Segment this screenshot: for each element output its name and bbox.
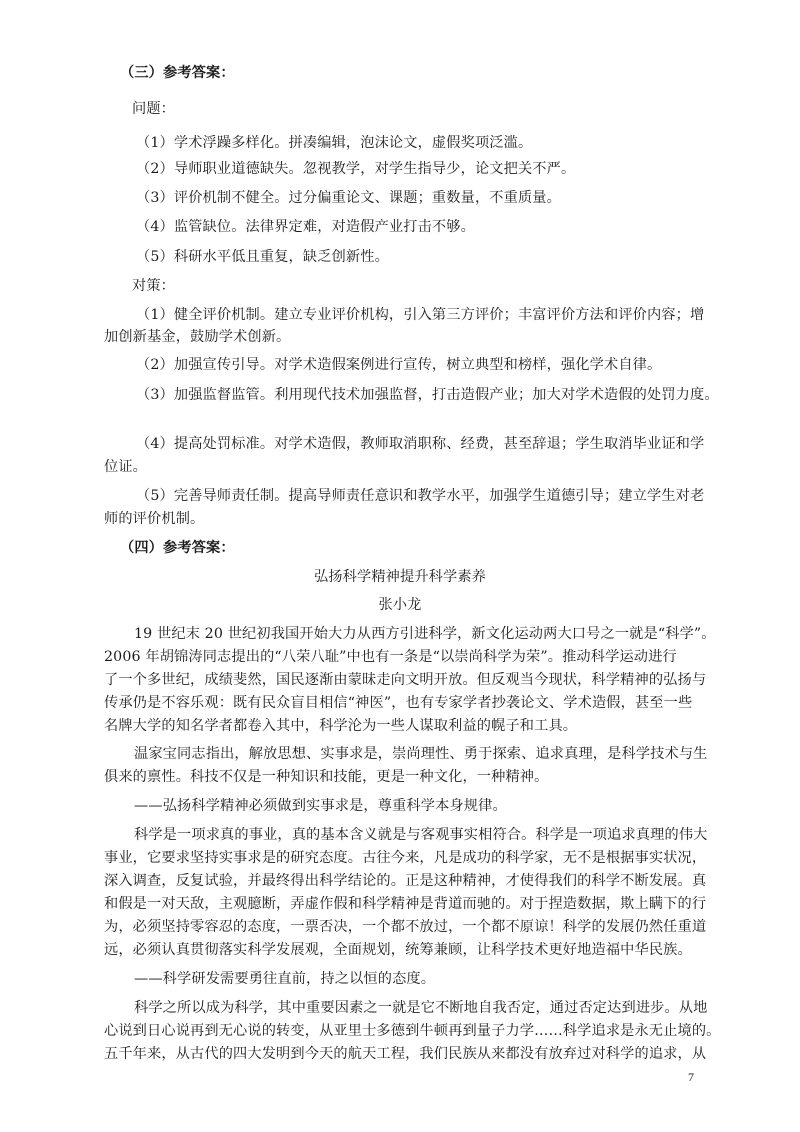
essay-subheading: ——弘扬科学精神必须做到实事求是，尊重科学本身规律。: [134, 798, 507, 814]
section3-heading: （三）参考答案：: [120, 65, 235, 81]
measure-item: （5）完善导师责任制。提高导师责任意识和教学水平，加强学生道德引导；建立学生对老: [136, 488, 705, 504]
essay-paragraph-line: 温家宝同志指出，解放思想、实事求是，崇尚理性、勇于探索、追求真理，是科学技术与生: [134, 746, 708, 762]
problems-label: 问题：: [132, 101, 176, 117]
essay-subheading: ——科学研发需要勇往直前，持之以恒的态度。: [134, 971, 436, 987]
essay-paragraph-line: 科学之所以成为科学，其中重要因素之一就是它不断地自我否定，通过否定达到进步。从地: [134, 1000, 708, 1016]
measure-item: （4）提高处罚标准。对学术造假，教师取消职称、经费，甚至辞退；学生取消毕业证和学: [136, 436, 705, 452]
measure-item-continued: 师的评价机制。: [104, 511, 205, 527]
problem-item: （5）科研水平低且重复，缺乏创新性。: [136, 249, 389, 265]
essay-paragraph-line: 心说到日心说再到无心说的转变，从亚里士多德到牛顿再到量子力学……科学追求是永无止境的。: [104, 1023, 721, 1039]
essay-paragraph-line: 远，必须认真贯彻落实科学发展观，全面规划，统筹兼顾，让科学技术更好地造福中华民族。: [104, 942, 692, 958]
problem-item: （3）评价机制不健全。过分偏重论文、课题；重数量，不重质量。: [136, 190, 561, 206]
essay-paragraph-line: 事业，它要求坚持实事求是的研究态度。古往今来，凡是成功的科学家，无不是根据事实状况，: [104, 850, 707, 866]
measures-label: 对策：: [132, 278, 176, 294]
measure-item: （1）健全评价机制。建立专业评价机构，引入第三方评价；丰富评价方法和评价内容；增: [136, 307, 705, 323]
essay-paragraph-line: 为，必须坚持零容忍的态度，一票否决，一个都不放过，一个都不原谅！科学的发展仍然任重道: [104, 919, 707, 935]
essay-paragraph-line: 了一个多世纪，成绩斐然，国民逐渐由蒙昧走向文明开放。但反观当今现状，科学精神的弘扬与: [104, 672, 707, 688]
problem-item: （2）导师职业道德缺失。忽视教学，对学生指导少，论文把关不严。: [136, 161, 576, 177]
measure-item: （3）加强监督监管。利用现代技术加强监督，打击造假产业；加大对学术造假的处罚力度。: [136, 387, 719, 403]
essay-paragraph-line: 五千年来，从古代的四大发明到今天的航天工程，我们民族从来都没有放弃过对科学的追求，从: [104, 1046, 707, 1062]
essay-paragraph-line: 科学是一项求真的事业，真的基本含义就是与客观事实相符合。科学是一项追求真理的伟大: [134, 827, 708, 843]
section4-heading: （四）参考答案：: [120, 540, 235, 556]
page-number: 7: [688, 1070, 694, 1084]
essay-paragraph-line: 俱来的禀性。科技不仅是一种知识和技能，更是一种文化，一种精神。: [104, 769, 549, 785]
essay-paragraph-line: 19 世纪末 20 世纪初我国开始大力从西方引进科学，新文化运动两大口号之一就是“科学”。: [134, 626, 716, 642]
essay-paragraph-line: 名牌大学的知名学者都卷入其中，科学沦为一些人谋取利益的幌子和工具。: [104, 718, 578, 734]
essay-paragraph-line: 深入调查，反复试验，并最终得出科学结论的。正是这种精神，才使得我们的科学不断发展。真: [104, 873, 707, 889]
problem-item: （4）监管缺位。法律界定难，对造假产业打击不够。: [136, 219, 475, 235]
essay-title: 弘扬科学精神提升科学素养: [313, 569, 487, 585]
essay-paragraph-line: 传承仍是不容乐观：既有民众盲目相信“神医”，也有专家学者抄袭论文、学术造假，甚至一些: [104, 695, 693, 711]
measure-item-continued: 加创新基金，鼓励学术创新。: [104, 329, 291, 345]
essay-paragraph-line: 和假是一对天敌，主观臆断，弄虚作假和科学精神是背道而驰的。对于捏造数据，欺上瞒下的行: [104, 896, 707, 912]
problem-item: （1）学术浮躁多样化。拼凑编辑，泡沫论文，虚假奖项泛滥。: [136, 135, 533, 151]
measure-item-continued: 位证。: [104, 459, 148, 475]
essay-paragraph-line: 2006 年胡锦涛同志提出的“八荣八耻”中也有一条是“以崇尚科学为荣”。推动科学运动进行: [104, 649, 677, 665]
measure-item: （2）加强宣传引导。对学术造假案例进行宣传，树立典型和榜样，强化学术自律。: [136, 357, 662, 373]
essay-author: 张小龙: [378, 597, 422, 613]
